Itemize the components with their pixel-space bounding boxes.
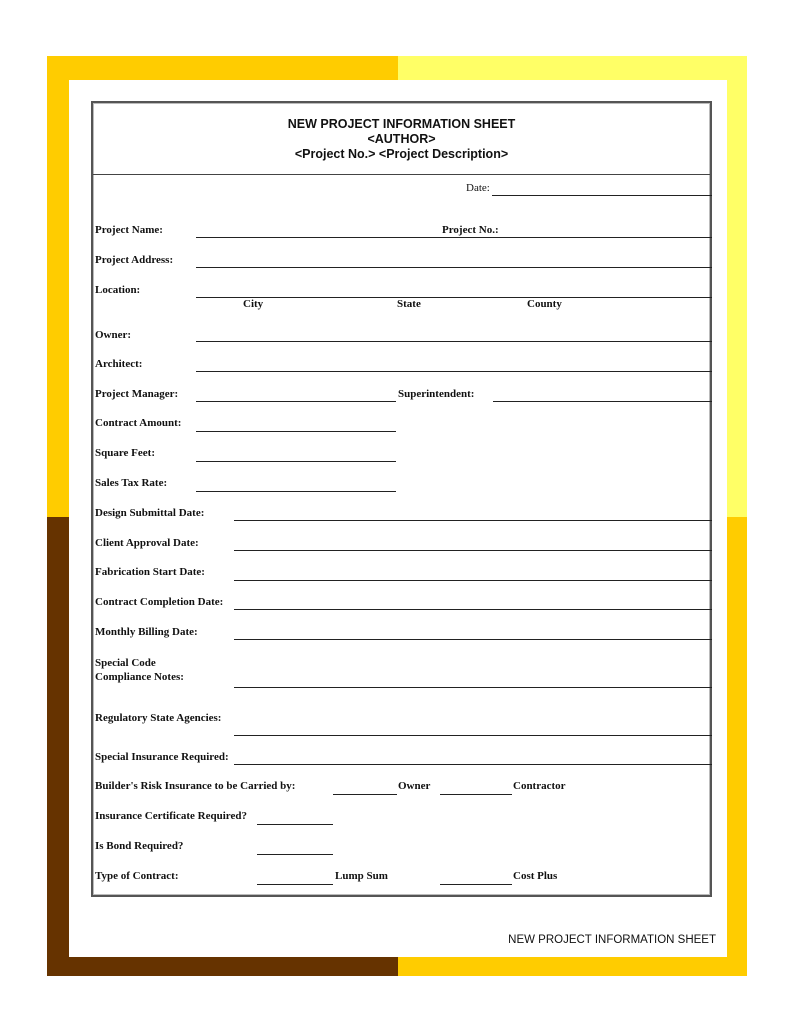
project-address-field[interactable]	[196, 267, 712, 268]
page-footer: NEW PROJECT INFORMATION SHEET	[508, 934, 716, 946]
builders-risk-contractor-label: Contractor	[513, 780, 566, 792]
special-code-label: Special Code	[95, 657, 156, 669]
lump-sum-label: Lump Sum	[335, 870, 388, 882]
sales-tax-rate-label: Sales Tax Rate:	[95, 477, 168, 489]
city-caption: City	[243, 298, 264, 310]
design-submittal-date-field[interactable]	[234, 520, 712, 521]
county-caption: County	[527, 298, 562, 310]
owner-label: Owner:	[95, 329, 132, 341]
square-feet-label: Square Feet:	[95, 447, 155, 459]
is-bond-required-label: Is Bond Required?	[95, 840, 184, 852]
contract-amount-field[interactable]	[196, 431, 396, 432]
special-insurance-required-field[interactable]	[234, 764, 712, 765]
type-of-contract-label: Type of Contract:	[95, 870, 179, 882]
contract-amount-label: Contract Amount:	[95, 417, 182, 429]
project-name-field[interactable]	[196, 237, 712, 238]
compliance-notes-label: Compliance Notes:	[95, 671, 184, 683]
builders-risk-owner-label: Owner	[398, 780, 431, 792]
cost-plus-label: Cost Plus	[513, 870, 558, 882]
form-header	[93, 103, 710, 175]
square-feet-field[interactable]	[196, 461, 396, 462]
project-information-form	[91, 101, 712, 897]
owner-field[interactable]	[196, 341, 712, 342]
contract-completion-date-label: Contract Completion Date:	[95, 596, 224, 608]
builders-risk-label: Builder's Risk Insurance to be Carried by:	[95, 780, 296, 792]
special-insurance-required-label: Special Insurance Required:	[95, 751, 229, 763]
location-label: Location:	[95, 284, 141, 296]
architect-field[interactable]	[196, 371, 712, 372]
architect-label: Architect:	[95, 358, 143, 370]
builders-risk-contractor-field[interactable]	[440, 794, 512, 795]
form-author: <AUTHOR>	[367, 132, 436, 146]
date-label: Date:	[466, 182, 490, 194]
superintendent-label: Superintendent:	[398, 388, 475, 400]
project-manager-label: Project Manager:	[95, 388, 179, 400]
builders-risk-owner-field[interactable]	[333, 794, 397, 795]
form-project-line: <Project No.> <Project Description>	[294, 147, 509, 161]
regulatory-state-agencies-field[interactable]	[234, 735, 712, 736]
form-title: NEW PROJECT INFORMATION SHEET	[287, 117, 516, 131]
project-manager-field[interactable]	[196, 401, 396, 402]
compliance-notes-field[interactable]	[234, 687, 712, 688]
project-no-label: Project No.:	[442, 224, 499, 236]
fabrication-start-date-label: Fabrication Start Date:	[95, 566, 205, 578]
insurance-certificate-required-field[interactable]	[257, 824, 333, 825]
monthly-billing-date-label: Monthly Billing Date:	[95, 626, 198, 638]
sales-tax-rate-field[interactable]	[196, 491, 396, 492]
date-field[interactable]	[492, 195, 712, 196]
client-approval-date-label: Client Approval Date:	[95, 537, 199, 549]
contract-completion-date-field[interactable]	[234, 609, 712, 610]
cost-plus-field[interactable]	[440, 884, 512, 885]
project-address-label: Project Address:	[95, 254, 174, 266]
is-bond-required-field[interactable]	[257, 854, 333, 855]
regulatory-state-agencies-label: Regulatory State Agencies:	[95, 712, 222, 724]
client-approval-date-field[interactable]	[234, 550, 712, 551]
design-submittal-date-label: Design Submittal Date:	[95, 507, 205, 519]
monthly-billing-date-field[interactable]	[234, 639, 712, 640]
state-caption: State	[397, 298, 421, 310]
location-field[interactable]	[196, 297, 712, 298]
fabrication-start-date-field[interactable]	[234, 580, 712, 581]
insurance-certificate-required-label: Insurance Certificate Required?	[95, 810, 247, 822]
superintendent-field[interactable]	[493, 401, 712, 402]
project-name-label: Project Name:	[95, 224, 163, 236]
lump-sum-field[interactable]	[257, 884, 333, 885]
